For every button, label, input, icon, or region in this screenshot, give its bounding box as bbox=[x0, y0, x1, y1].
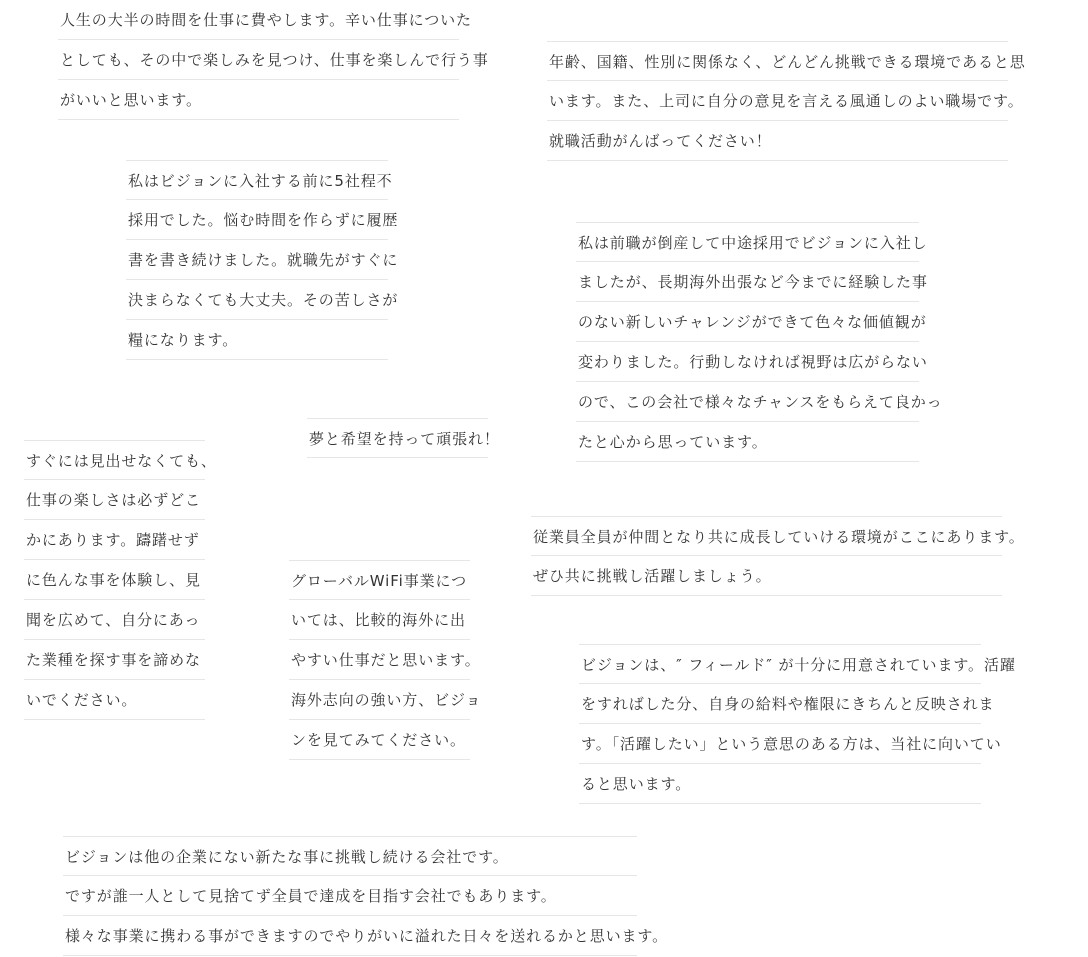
message-line: としても、その中で楽しみを見つけ、仕事を楽しんで行う事 bbox=[58, 40, 459, 80]
message-line: ましたが、長期海外出張など今までに経験した事 bbox=[576, 262, 919, 302]
message-line: 人生の大半の時間を仕事に費やします。辛い仕事についた bbox=[58, 0, 459, 40]
employee-message-2 bbox=[547, 41, 1026, 161]
employee-message-1 bbox=[58, 0, 489, 120]
message-line: 就職活動がんばってください！ bbox=[547, 121, 1008, 161]
message-line: ると思います。 bbox=[579, 764, 981, 804]
message-line: いては、比較的海外に出 bbox=[289, 600, 470, 640]
message-line: がいいと思います。 bbox=[58, 80, 459, 120]
message-line: 私は前職が倒産して中途採用でビジョンに入社し bbox=[576, 222, 919, 262]
message-line: たと心から思っています。 bbox=[576, 422, 919, 462]
employee-message-7 bbox=[531, 516, 1025, 596]
message-line: かにあります。躊躇せず bbox=[24, 520, 205, 560]
employee-message-8 bbox=[289, 560, 482, 760]
message-line: 書を書き続けました。就職先がすぐに bbox=[126, 240, 388, 280]
employee-message-10 bbox=[63, 836, 669, 956]
message-line: 決まらなくても大丈夫。その苦しさが bbox=[126, 280, 388, 320]
message-line: に色んな事を体験し、見 bbox=[24, 560, 205, 600]
message-line: グローバルWiFi事業につ bbox=[289, 560, 470, 600]
message-line: やすい仕事だと思います。 bbox=[289, 640, 470, 680]
message-line: ビジョンは他の企業にない新たな事に挑戦し続ける会社です。 bbox=[63, 836, 637, 876]
employee-message-9 bbox=[579, 644, 1016, 804]
message-line: をすればした分、自身の給料や権限にきちんと反映されま bbox=[579, 684, 981, 724]
message-line: ンを見てみてください。 bbox=[289, 720, 470, 760]
message-line: 仕事の楽しさは必ずどこ bbox=[24, 480, 205, 520]
message-line: た業種を探す事を諦めな bbox=[24, 640, 205, 680]
message-line: 私はビジョンに入社する前に5社程不 bbox=[126, 160, 388, 200]
message-line: 糧になります。 bbox=[126, 320, 388, 360]
message-line: ぜひ共に挑戦し活躍しましょう。 bbox=[531, 556, 1002, 596]
message-line: 変わりました。行動しなければ視野は広がらない bbox=[576, 342, 919, 382]
message-line: ですが誰一人として見捨てず全員で達成を目指す会社でもあります。 bbox=[63, 876, 637, 916]
message-line: います。また、上司に自分の意見を言える風通しのよい職場です。 bbox=[547, 81, 1008, 121]
message-line: のない新しいチャレンジができて色々な価値観が bbox=[576, 302, 919, 342]
message-line: 海外志向の強い方、ビジョ bbox=[289, 680, 470, 720]
message-line: す。「活躍したい」という意思のある方は、当社に向いてい bbox=[579, 724, 981, 764]
message-line: 聞を広めて、自分にあっ bbox=[24, 600, 205, 640]
message-line: 年齢、国籍、性別に関係なく、どんどん挑戦できる環境であると思 bbox=[547, 41, 1008, 81]
message-line: すぐには見出せなくても、 bbox=[24, 440, 205, 480]
message-line: 従業員全員が仲間となり共に成長していける環境がここにあります。 bbox=[531, 516, 1002, 556]
message-line: ので、この会社で様々なチャンスをもらえて良かっ bbox=[576, 382, 919, 422]
employee-message-6 bbox=[24, 440, 217, 720]
message-line: いでください。 bbox=[24, 680, 205, 720]
employee-message-3 bbox=[126, 160, 399, 360]
message-line: 採用でした。悩む時間を作らずに履歴 bbox=[126, 200, 388, 240]
employee-message-5 bbox=[307, 418, 500, 458]
message-line: ビジョンは、″ フィールド″ が十分に用意されています。活躍 bbox=[579, 644, 981, 684]
employee-message-4 bbox=[576, 222, 943, 462]
message-line: 夢と希望を持って頑張れ！ bbox=[307, 418, 488, 458]
message-line: 様々な事業に携わる事ができますのでやりがいに溢れた日々を送れるかと思います。 bbox=[63, 916, 637, 956]
